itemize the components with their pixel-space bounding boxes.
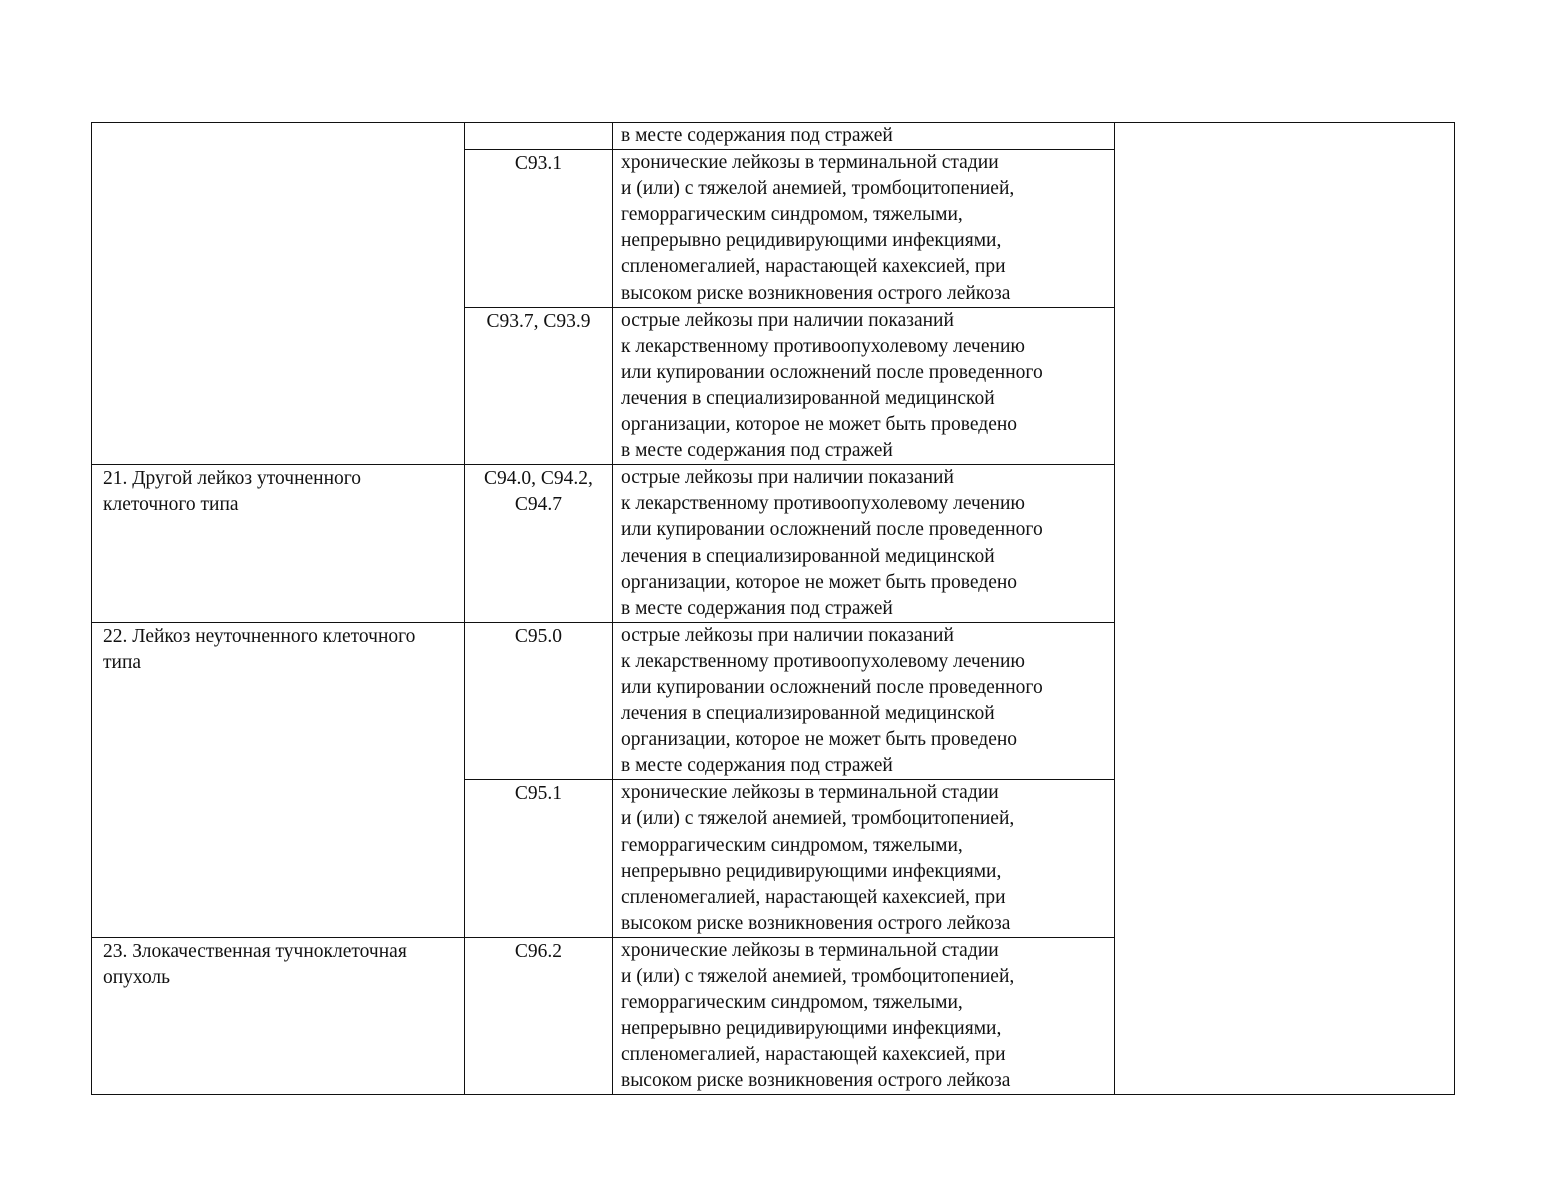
condition-line: хронические лейкозы в терминальной стадии [621, 782, 999, 804]
icd-code: C93.1 [514, 153, 563, 175]
disease-table [91, 122, 1455, 1095]
table-row [92, 123, 1455, 150]
disease-cell [92, 937, 465, 1095]
condition-line: острые лейкозы при наличии показаний [621, 624, 954, 646]
code-cell [465, 150, 613, 308]
condition-line: непрерывно рецидивирующими инфекциями, [621, 1018, 1002, 1040]
condition-text [613, 623, 1114, 780]
disease-name: 21. Другой лейкоз уточненного клеточного типа [103, 468, 362, 516]
condition-line: в месте содержания под стражей [621, 125, 893, 146]
condition-line: к лекарственному противоопухолевому лечению [621, 335, 1025, 357]
icd-code: C96.2 [514, 940, 563, 962]
code-cell [465, 780, 613, 938]
icd-code-line: C94.0, C94.2, [484, 468, 593, 490]
condition-line: в месте содержания под стражей [621, 597, 893, 619]
condition-line: к лекарственному противоопухолевому лечению [621, 493, 1025, 515]
icd-code-line: C94.7 [514, 494, 563, 516]
condition-line: хронические лейкозы в терминальной стадии [621, 152, 999, 174]
condition-line: непрерывно рецидивирующими инфекциями, [621, 230, 1002, 252]
icd-code: C93.7, C93.9 [486, 310, 591, 332]
condition-text [613, 465, 1114, 622]
condition-line: спленомегалией, нарастающей кахексией, при [621, 256, 1006, 278]
condition-line: организации, которое не может быть проведено [621, 571, 1018, 593]
condition-line: спленомегалией, нарастающей кахексией, при [621, 886, 1006, 908]
icd-code: C95.1 [514, 783, 563, 805]
condition-line: или купировании осложнений после проведенного [621, 361, 1043, 383]
condition-line: в месте содержания под стражей [621, 755, 893, 777]
condition-line: высоком риске возникновения острого лейкоза [621, 1070, 1011, 1092]
icd-code [465, 123, 612, 124]
condition-line: высоком риске возникновения острого лейкоза [621, 912, 1011, 934]
condition-line: и (или) с тяжелой анемией, тромбоцитопенией, [621, 966, 1015, 987]
condition-cell [613, 123, 1115, 150]
condition-line: к лекарственному противоопухолевому лечению [621, 650, 1025, 672]
condition-line: и (или) с тяжелой анемией, тромбоцитопенией, [621, 178, 1015, 200]
code-cell [465, 937, 613, 1095]
disease-name [92, 123, 464, 124]
condition-line: высоком риске возникновения острого лейкоза [621, 282, 1011, 304]
code-cell [465, 123, 613, 150]
condition-text [613, 123, 1114, 149]
condition-line: непрерывно рецидивирующими инфекциями, [621, 860, 1002, 882]
condition-cell [613, 150, 1115, 308]
condition-line: в месте содержания под стражей [621, 440, 893, 462]
condition-line: лечения в специализированной медицинской [621, 545, 995, 567]
condition-line: или купировании осложнений после проведенного [621, 676, 1043, 698]
disease-name: 22. Лейкоз неуточненного клеточного типа [103, 625, 416, 673]
condition-text [613, 938, 1114, 1095]
icd-code [465, 465, 612, 518]
disease-cell [92, 622, 465, 937]
code-cell [465, 622, 613, 780]
condition-line: спленомегалией, нарастающей кахексией, при [621, 1044, 1006, 1066]
condition-text [613, 780, 1114, 937]
condition-cell [613, 937, 1115, 1095]
condition-line: геморрагическим синдромом, тяжелыми, [621, 204, 963, 226]
disease-cell [92, 465, 465, 623]
condition-line: лечения в специализированной медицинской [621, 387, 995, 409]
condition-cell [613, 622, 1115, 780]
condition-line: лечения в специализированной медицинской [621, 703, 995, 725]
condition-cell [613, 465, 1115, 623]
code-cell [465, 307, 613, 465]
code-cell [465, 465, 613, 623]
condition-line: или купировании осложнений после проведенного [621, 519, 1043, 541]
condition-line: острые лейкозы при наличии показаний [621, 309, 954, 331]
condition-line: геморрагическим синдромом, тяжелыми, [621, 834, 963, 856]
condition-text [613, 150, 1114, 307]
condition-text [613, 308, 1114, 465]
condition-line: острые лейкозы при наличии показаний [621, 467, 954, 489]
condition-line: геморрагическим синдромом, тяжелыми, [621, 992, 963, 1014]
icd-code: C95.0 [514, 625, 563, 647]
condition-line: и (или) с тяжелой анемией, тромбоцитопенией, [621, 808, 1015, 830]
condition-cell [613, 307, 1115, 465]
condition-cell [613, 780, 1115, 938]
condition-line: организации, которое не может быть проведено [621, 414, 1018, 436]
condition-line: хронические лейкозы в терминальной стадии [621, 939, 999, 961]
disease-cell [92, 123, 465, 465]
disease-name: 23. Злокачественная тучноклеточная опухоль [103, 940, 407, 988]
condition-line: организации, которое не может быть проведено [621, 729, 1018, 751]
notes-cell [1115, 123, 1455, 1095]
